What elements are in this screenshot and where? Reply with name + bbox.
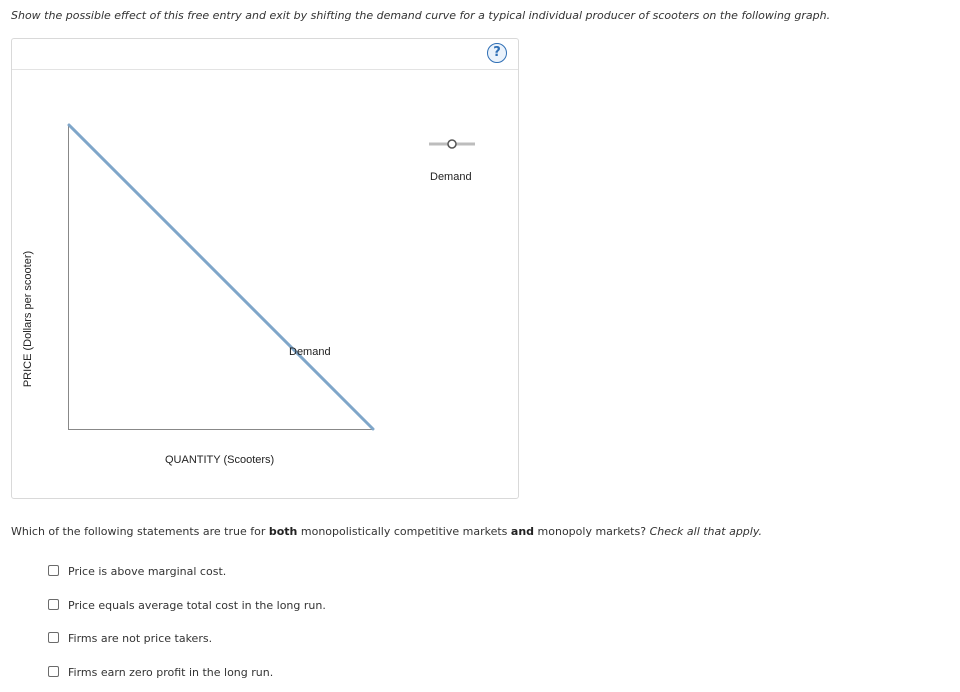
question-part: monopoly markets?	[534, 525, 650, 538]
x-axis-label: QUANTITY (Scooters)	[165, 454, 275, 466]
y-axis-label: PRICE (Dollars per scooter)	[22, 250, 34, 388]
demand-tool-label: Demand	[430, 171, 472, 183]
option-label: Price equals average total cost in the long run.	[68, 599, 326, 612]
question-part: Which of the following statements are true for	[11, 525, 269, 538]
question-emphasis-and: and	[510, 525, 535, 538]
graph-area[interactable]	[12, 39, 518, 498]
question-text	[11, 525, 762, 538]
option-label: Firms earn zero profit in the long run.	[68, 666, 274, 679]
question-instruction: Check all that apply.	[649, 525, 762, 538]
question-emphasis-both: both	[268, 525, 298, 538]
question-part: monopolistically competitive markets	[297, 525, 511, 538]
instruction-text: Show the possible effect of this free entry and exit by shifting the demand curve for a typical individual producer of scooters on the following graph.	[11, 9, 831, 22]
checkbox[interactable]	[48, 666, 59, 677]
checkbox[interactable]	[48, 632, 59, 643]
demand-tool-icon[interactable]	[429, 140, 475, 148]
help-button[interactable]: ?	[487, 43, 507, 63]
checkbox[interactable]	[48, 599, 59, 610]
demand-curve-label: Demand	[289, 346, 331, 358]
option-label: Price is above marginal cost.	[68, 565, 227, 578]
option-label: Firms are not price takers.	[68, 632, 213, 645]
demand-curve	[69, 125, 373, 429]
graph-panel	[11, 38, 519, 499]
checkbox[interactable]	[48, 565, 59, 576]
